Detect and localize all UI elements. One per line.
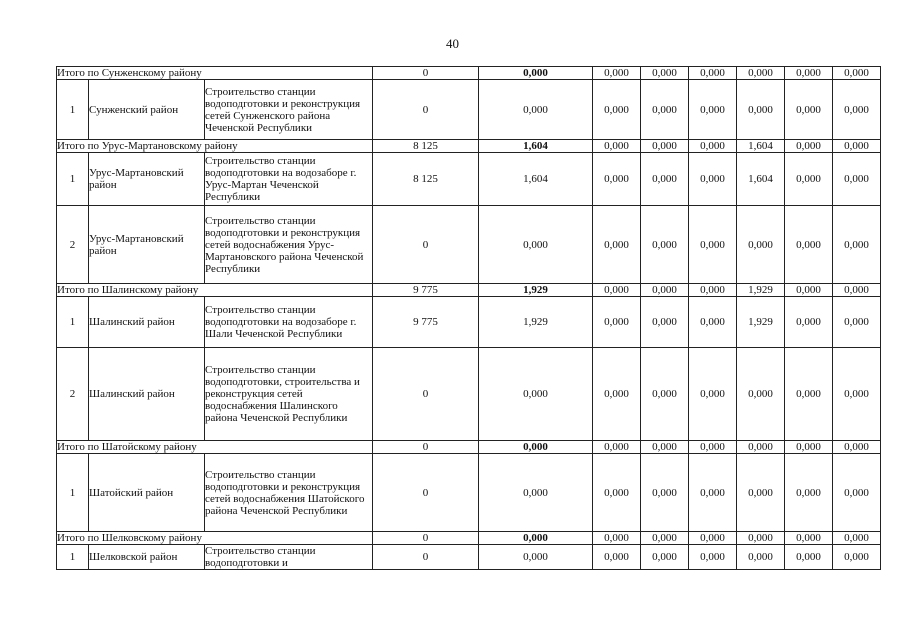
row-value-2: 0,000 [593,80,641,140]
row-value-5: 0,000 [737,348,785,441]
row-value-4: 0,000 [689,454,737,532]
total-row [57,140,881,153]
table-row [57,153,881,206]
object-description: Строительство станции водоподготовки и [205,545,373,570]
total-value-7: 0,000 [833,532,881,545]
district-name: Шелковской район [89,545,205,570]
financing-table [56,66,881,570]
row-value-5: 1,929 [737,297,785,348]
total-value-5: 0,000 [737,441,785,454]
total-value-4: 0,000 [689,67,737,80]
total-value-1: 0,000 [479,532,593,545]
row-value-5: 0,000 [737,454,785,532]
total-value-4: 0,000 [689,532,737,545]
row-value-0: 0 [373,80,479,140]
object-description: Строительство станции водоподготовки и реконструкция сетей водоснабжения Урус-Мартановского района Чеченской Республики [205,206,373,284]
total-value-3: 0,000 [641,532,689,545]
row-value-6: 0,000 [785,297,833,348]
row-value-5: 0,000 [737,80,785,140]
row-value-7: 0,000 [833,348,881,441]
total-value-0: 0 [373,67,479,80]
row-value-2: 0,000 [593,297,641,348]
total-label: Итого по Урус-Мартановскому району [57,140,373,153]
row-value-3: 0,000 [641,80,689,140]
row-value-2: 0,000 [593,348,641,441]
total-value-4: 0,000 [689,140,737,153]
total-label: Итого по Шатойскому району [57,441,373,454]
total-value-2: 0,000 [593,441,641,454]
row-value-3: 0,000 [641,348,689,441]
row-value-4: 0,000 [689,80,737,140]
total-value-5: 1,929 [737,284,785,297]
table-row [57,348,881,441]
row-value-6: 0,000 [785,80,833,140]
row-number: 1 [57,80,89,140]
total-value-1: 1,929 [479,284,593,297]
row-value-3: 0,000 [641,454,689,532]
total-value-0: 0 [373,441,479,454]
row-value-0: 0 [373,206,479,284]
row-value-3: 0,000 [641,297,689,348]
row-value-1: 0,000 [479,545,593,570]
row-value-6: 0,000 [785,545,833,570]
row-value-4: 0,000 [689,545,737,570]
total-row [57,441,881,454]
row-value-0: 9 775 [373,297,479,348]
total-value-6: 0,000 [785,284,833,297]
total-label: Итого по Шалинскому району [57,284,373,297]
total-value-2: 0,000 [593,67,641,80]
row-number: 2 [57,348,89,441]
total-value-3: 0,000 [641,441,689,454]
row-value-7: 0,000 [833,545,881,570]
total-value-4: 0,000 [689,441,737,454]
row-value-4: 0,000 [689,153,737,206]
total-value-6: 0,000 [785,140,833,153]
row-value-7: 0,000 [833,80,881,140]
total-value-7: 0,000 [833,441,881,454]
row-value-6: 0,000 [785,206,833,284]
object-description: Строительство станции водоподготовки и реконструкция сетей водоснабжения Шатойского района Чеченской Республики [205,454,373,532]
total-value-1: 1,604 [479,140,593,153]
row-value-6: 0,000 [785,348,833,441]
total-label: Итого по Сунженскому району [57,67,373,80]
total-value-6: 0,000 [785,67,833,80]
total-label: Итого по Шелковскому району [57,532,373,545]
total-value-0: 8 125 [373,140,479,153]
total-value-3: 0,000 [641,140,689,153]
district-name: Урус-Мартановский район [89,153,205,206]
total-row [57,532,881,545]
row-value-3: 0,000 [641,153,689,206]
district-name: Шалинский район [89,348,205,441]
row-value-2: 0,000 [593,153,641,206]
total-value-4: 0,000 [689,284,737,297]
total-value-7: 0,000 [833,284,881,297]
table-row [57,297,881,348]
row-value-1: 0,000 [479,206,593,284]
row-number: 2 [57,206,89,284]
table-row [57,206,881,284]
total-value-7: 0,000 [833,67,881,80]
table-row [57,454,881,532]
total-value-0: 9 775 [373,284,479,297]
table-row [57,80,881,140]
row-value-5: 0,000 [737,545,785,570]
row-value-1: 0,000 [479,348,593,441]
row-value-4: 0,000 [689,297,737,348]
row-value-1: 0,000 [479,80,593,140]
row-value-0: 8 125 [373,153,479,206]
row-value-2: 0,000 [593,206,641,284]
row-value-6: 0,000 [785,153,833,206]
page-number: 40 [446,36,459,51]
row-value-4: 0,000 [689,348,737,441]
row-number: 1 [57,297,89,348]
object-description: Строительство станции водоподготовки и реконструкция сетей Сунженского района Чеченской Республики [205,80,373,140]
district-name: Сунженский район [89,80,205,140]
total-row [57,284,881,297]
total-value-6: 0,000 [785,441,833,454]
total-value-3: 0,000 [641,284,689,297]
row-value-5: 1,604 [737,153,785,206]
row-value-6: 0,000 [785,454,833,532]
row-value-4: 0,000 [689,206,737,284]
row-value-5: 0,000 [737,206,785,284]
total-value-2: 0,000 [593,532,641,545]
district-name: Шалинский район [89,297,205,348]
row-value-1: 0,000 [479,454,593,532]
row-value-1: 1,929 [479,297,593,348]
total-value-1: 0,000 [479,441,593,454]
district-name: Урус-Мартановский район [89,206,205,284]
total-value-5: 0,000 [737,67,785,80]
total-value-6: 0,000 [785,532,833,545]
row-value-1: 1,604 [479,153,593,206]
row-value-7: 0,000 [833,153,881,206]
object-description: Строительство станции водоподготовки на водозаборе г. Урус-Мартан Чеченской Республики [205,153,373,206]
row-number: 1 [57,153,89,206]
total-value-1: 0,000 [479,67,593,80]
row-value-7: 0,000 [833,297,881,348]
total-value-5: 1,604 [737,140,785,153]
row-number: 1 [57,545,89,570]
row-value-0: 0 [373,348,479,441]
row-number: 1 [57,454,89,532]
total-value-2: 0,000 [593,140,641,153]
row-value-0: 0 [373,545,479,570]
table-row [57,545,881,570]
row-value-3: 0,000 [641,545,689,570]
row-value-3: 0,000 [641,206,689,284]
total-value-0: 0 [373,532,479,545]
total-value-5: 0,000 [737,532,785,545]
object-description: Строительство станции водоподготовки, строительства и реконструкция сетей водоснабжения Шалинского района Чеченской Республики [205,348,373,441]
row-value-0: 0 [373,454,479,532]
district-name: Шатойский район [89,454,205,532]
row-value-7: 0,000 [833,454,881,532]
total-value-7: 0,000 [833,140,881,153]
row-value-2: 0,000 [593,454,641,532]
total-row [57,67,881,80]
row-value-2: 0,000 [593,545,641,570]
total-value-3: 0,000 [641,67,689,80]
table-body [57,67,881,570]
total-value-2: 0,000 [593,284,641,297]
object-description: Строительство станции водоподготовки на водозаборе г. Шали Чеченской Республики [205,297,373,348]
row-value-7: 0,000 [833,206,881,284]
